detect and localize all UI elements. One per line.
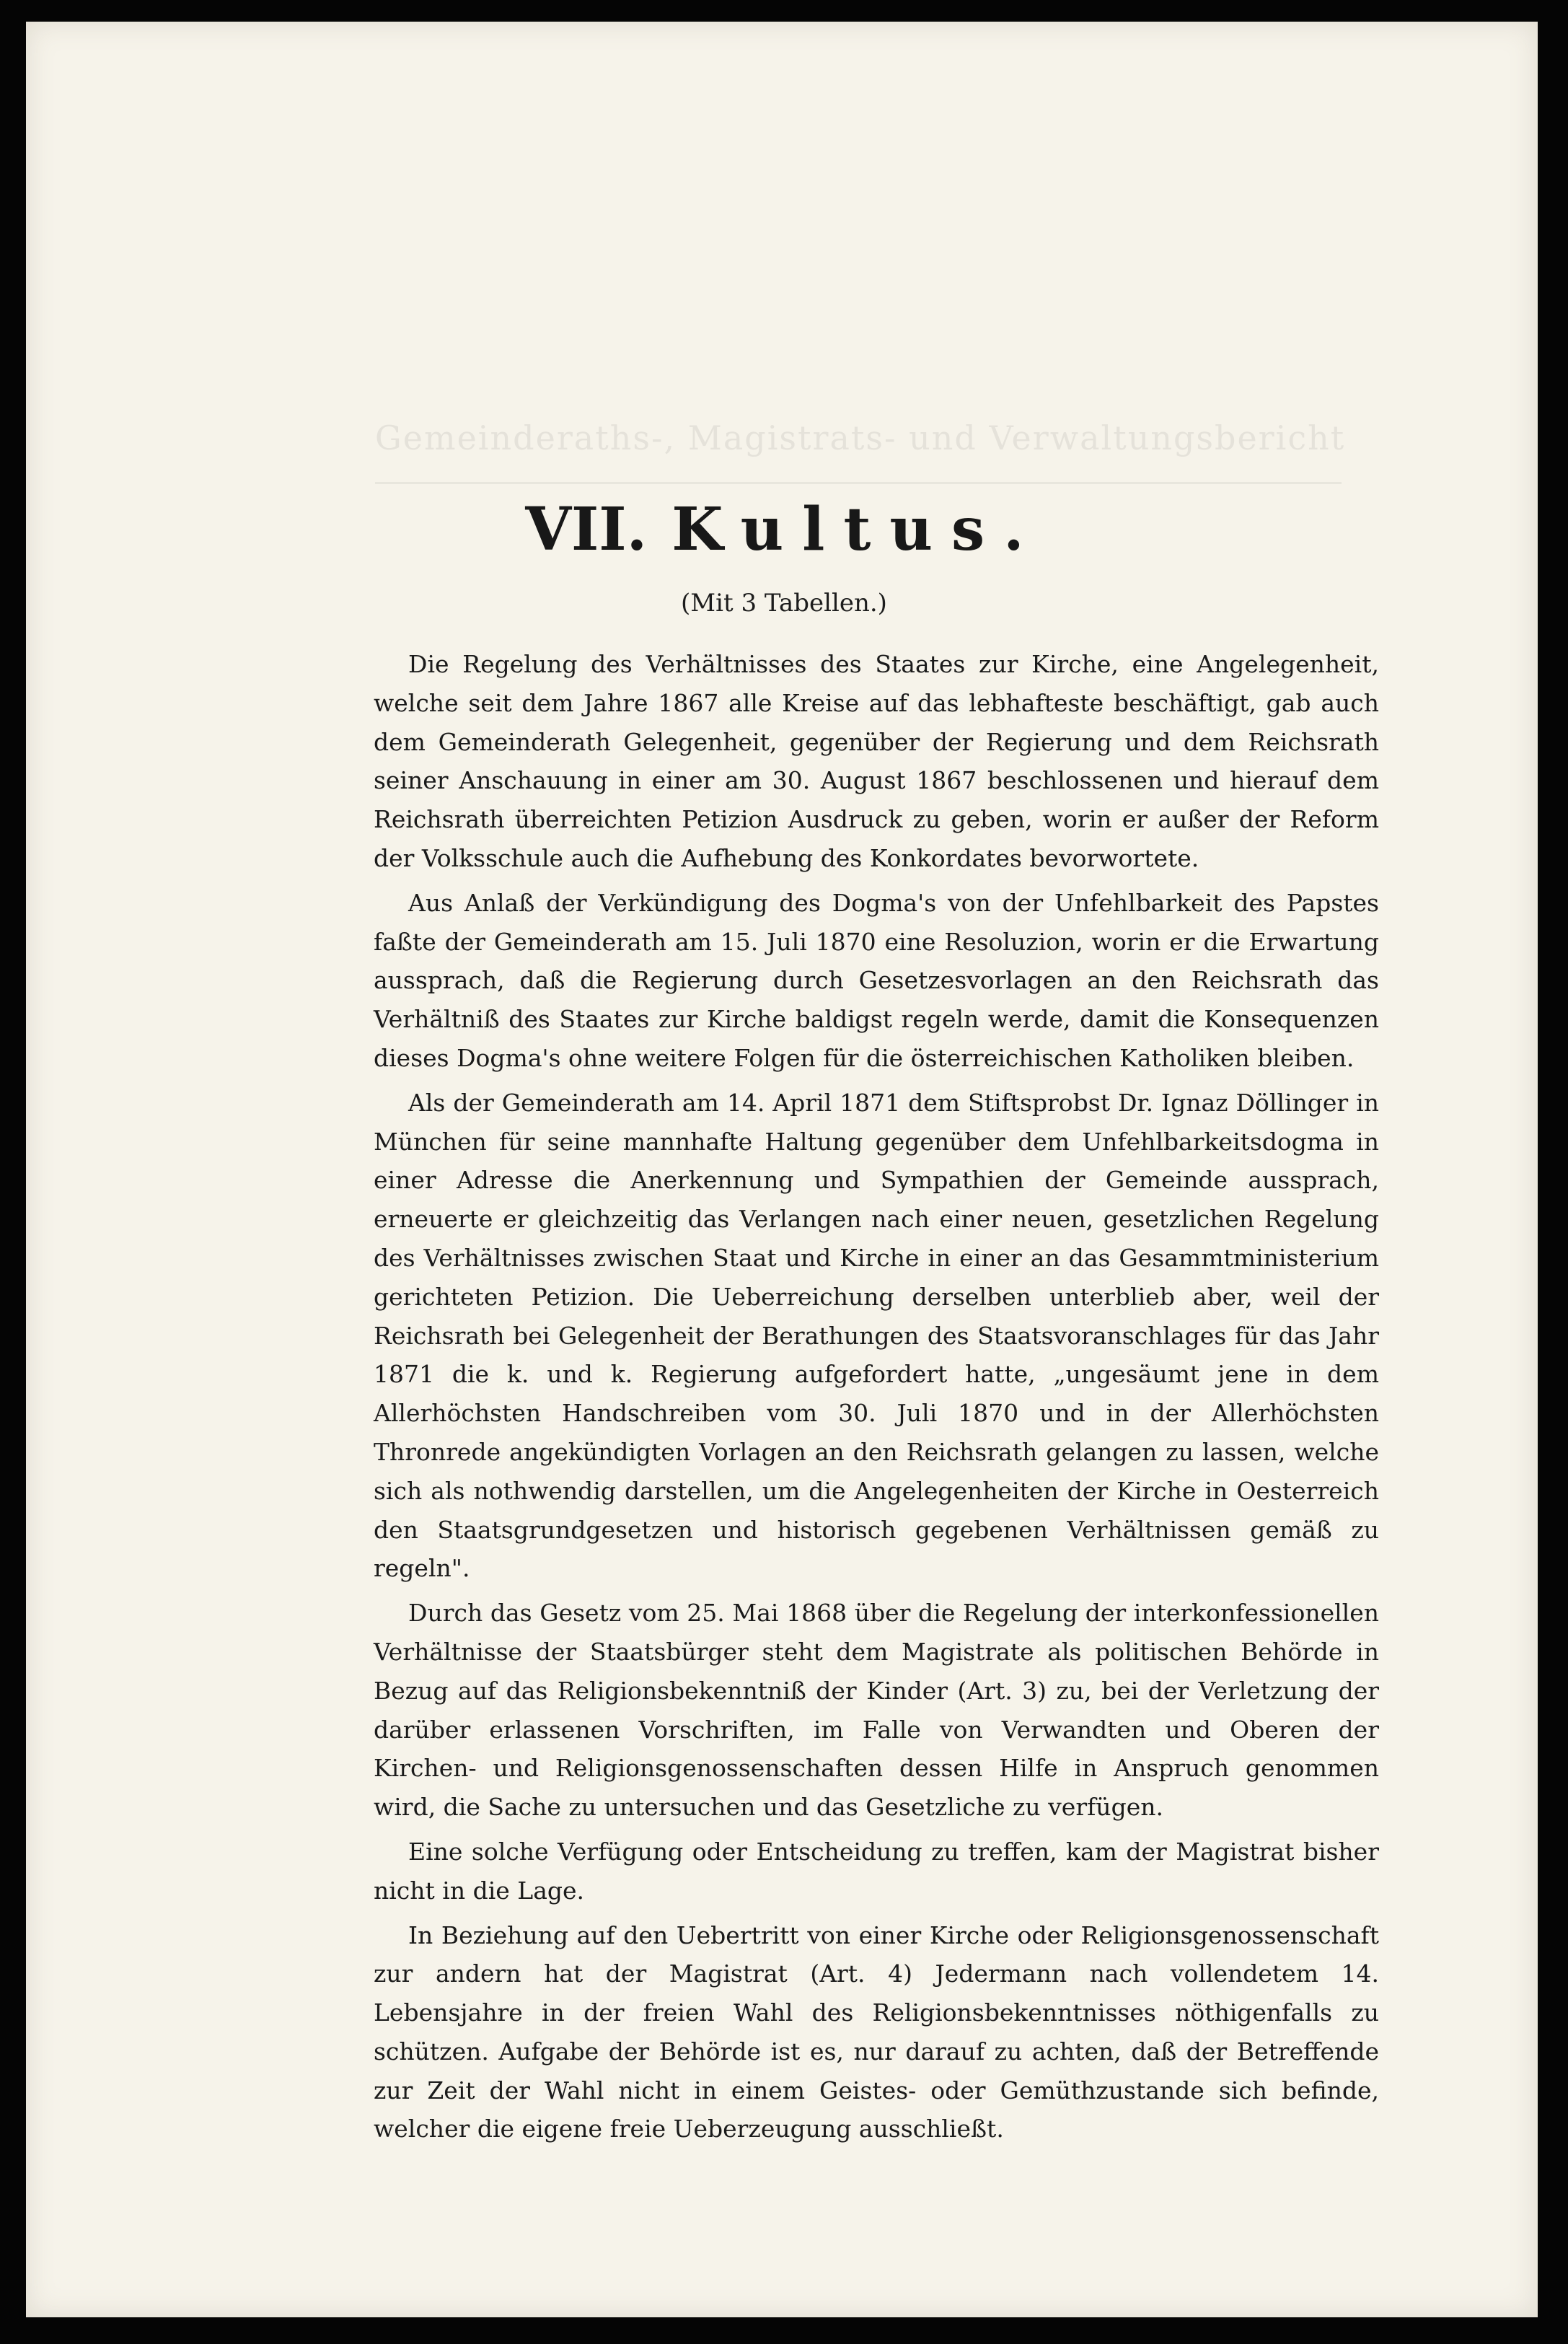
paragraph: Die Regelung des Verhältnisses des Staates zur Kirche, eine Angelegenheit, welche seit dem Jahre 1867 alle Kreise auf das lebhafteste beschäftigt, gab auch dem Gemeinderath Gelegenheit, gegenüber der Regierung und dem Reichsrath seiner Anschauung in einer am 30. August 1867 beschlossenen und hierauf dem Reichsrath überreichten Petizion Ausdruck zu geben, worin er außer der Reform der Volksschule auch die Aufhebung des Konkordates bevorwortete. bbox=[374, 650, 1379, 872]
paragraph: Als der Gemeinderath am 14. April 1871 dem Stiftsprobst Dr. Ignaz Döllinger in München für seine mannhafte Haltung gegenüber dem Unfehlbarkeitsdogma in einer Adresse die Anerkennung und Sympathien der Gemeinde aussprach, erneuerte er gleichzeitig das Verlangen nach einer neuen, gesetzlichen Regelung des Verhältnisses zwischen Staat und Kirche in einer an das Gesammtministerium gerichteten Petizion. Die Ueberreichung derselben unterblieb aber, weil der Reichsrath bei Gelegenheit der Berathungen des Staatsvoranschlages für das Jahr 1871 die k. und k. Regierung aufgefordert hatte, „ungesäumt jene in dem Allerhöchsten Handschreiben vom 30. Juli 1870 und in der Allerhöchsten Thronrede angekündigten Vorlagen an den Reichsrath gelangen zu lassen, welche sich als nothwendig darstellen, um die Angelegenheiten der Kirche in Oesterreich den Staatsgrundgesetzen und historisch gegebenen Verhältnissen gemäß zu regeln". bbox=[374, 1088, 1379, 1583]
chapter-word: Kultus. bbox=[671, 495, 1043, 564]
chapter-numeral: VII. bbox=[525, 495, 648, 564]
paragraph: Eine solche Verfügung oder Entscheidung zu treffen, kam der Magistrat bisher nicht in die Lage. bbox=[374, 1837, 1379, 1905]
paragraph: In Beziehung auf den Uebertritt von einer Kirche oder Religionsgenossenschaft zur andern hat der Magistrat (Art. 4) Jedermann nach vollendetem 14. Lebensjahre in der freien Wahl des Religionsbekenntnisses nöthigenfalls zu schützen. Aufgabe der Behörde ist es, nur darauf zu achten, daß der Betreffende zur Zeit der Wahl nicht in einem Geistes- oder Gemüthzustande sich befinde, welcher die eigene freie Ueberzeugung ausschließt. bbox=[374, 1921, 1379, 2143]
chapter-title bbox=[0, 495, 1568, 564]
body-text bbox=[374, 645, 1379, 2148]
chapter-subtitle: (Mit 3 Tabellen.) bbox=[681, 589, 887, 618]
faint-header-rule bbox=[375, 482, 1342, 484]
faint-header: Gemeinderaths-, Magistrats- und Verwaltungsbericht bbox=[375, 418, 1346, 457]
paragraph: Durch das Gesetz vom 25. Mai 1868 über die Regelung der interkonfessionellen Verhältnisse der Staatsbürger steht dem Magistrate als politischen Behörde in Bezug auf das Religionsbekenntniß der Kinder (Art. 3) zu, bei der Verletzung der darüber erlassenen Vorschriften, im Falle von Verwandten und Oberen der Kirchen- und Religionsgenossenschaften dessen Hilfe in Anspruch genommen wird, die Sache zu untersuchen und das Gesetzliche zu verfügen. bbox=[374, 1599, 1379, 1822]
paragraph: Aus Anlaß der Verkündigung des Dogma's von der Unfehlbarkeit des Papstes faßte der Gemeinderath am 15. Juli 1870 eine Resoluzion, worin er die Erwartung aussprach, daß die Regierung durch Gesetzesvorlagen an den Reichsrath das Verhältniß des Staates zur Kirche baldigst regeln werde, damit die Konsequenzen dieses Dogma's ohne weitere Folgen für die österreichischen Katholiken bleiben. bbox=[374, 888, 1379, 1072]
